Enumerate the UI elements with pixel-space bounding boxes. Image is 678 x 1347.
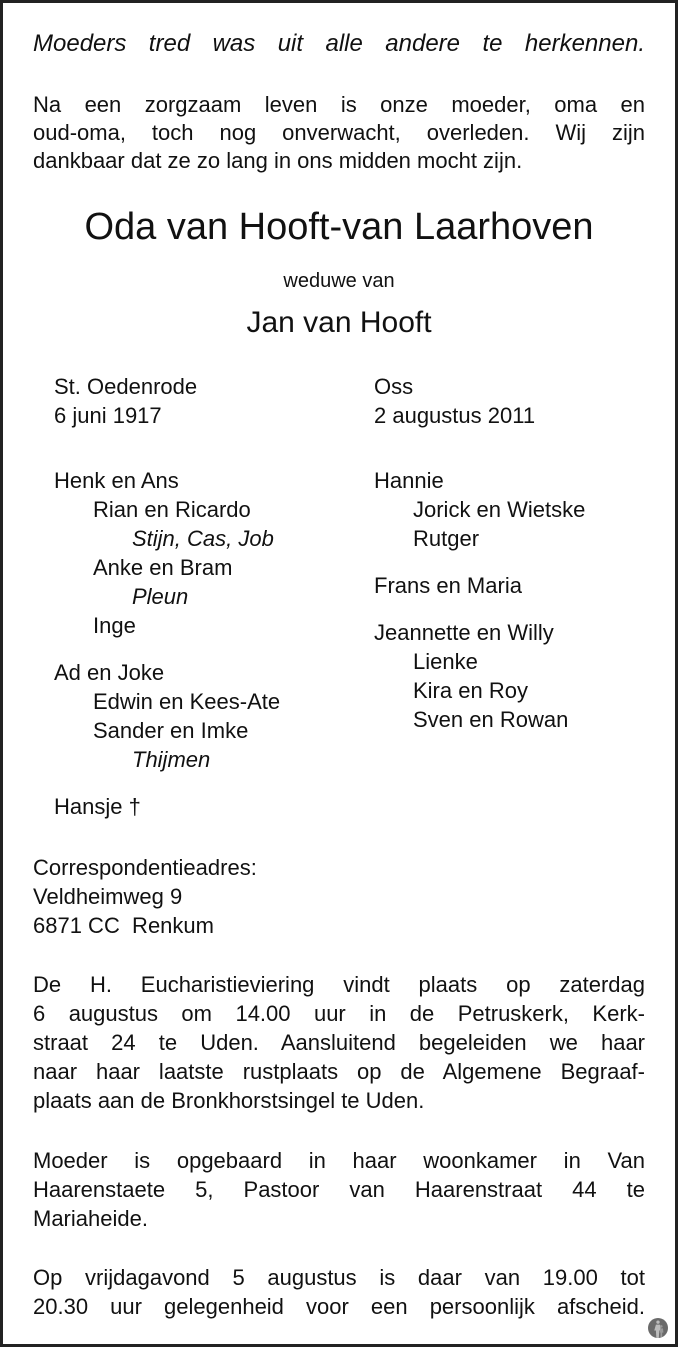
motto: Moeders tred was uit alle andere te herkennen. [33, 30, 645, 57]
family-member: Sander en Imke [93, 718, 249, 743]
correspondence-street: Veldheimweg 9 [33, 884, 183, 909]
family-member: Stijn, Cas, Job [132, 526, 274, 551]
family-member: Thijmen [132, 747, 211, 772]
family-member: Rutger [413, 526, 480, 551]
family-member: Rian en Ricardo [93, 497, 251, 522]
family-member: Sven en Rowan [413, 707, 569, 732]
family-member: Henk en Ans [54, 468, 179, 493]
spouse-name: Jan van Hooft [246, 306, 432, 339]
service-line: naar haar laatste rustplaats op de Algemene Begraaf- [33, 1059, 645, 1084]
service-line: straat 24 te Uden. Aansluitend begeleiden we haar [33, 1030, 645, 1055]
birth-place: St. Oedenrode [54, 374, 198, 399]
death-place: Oss [374, 374, 414, 399]
intro-paragraph [33, 91, 645, 175]
family-member: Hansje † [54, 794, 141, 819]
intro-line: dankbaar dat ze zo lang in ons midden mocht zijn. [33, 148, 523, 173]
service-paragraph [33, 970, 645, 1115]
family-member: Pleun [132, 584, 189, 609]
family-member: Anke en Bram [93, 555, 233, 580]
family-member: Kira en Roy [413, 678, 528, 703]
visitation-line: Op vrijdagavond 5 augustus is daar van 19.00 tot [33, 1265, 645, 1290]
service-line: 6 augustus om 14.00 uur in de Petruskerk, Kerk- [33, 1001, 645, 1026]
family-member: Jeannette en Willy [374, 620, 554, 645]
family-member: Jorick en Wietske [413, 497, 586, 522]
intro-line: Na een zorgzaam leven is onze moeder, oma en [33, 92, 645, 117]
family-member: Edwin en Kees-Ate [93, 689, 281, 714]
widow-of-label: weduwe van [283, 270, 395, 292]
family-member: Ad en Joke [54, 660, 165, 685]
laid-out-line: Haarenstaete 5, Pastoor van Haarenstraat 44 te [33, 1177, 645, 1202]
family-member: Inge [93, 613, 136, 638]
correspondence-label: Correspondentieadres: [33, 855, 257, 880]
laid-out-line: Mariaheide. [33, 1206, 148, 1231]
visitation-paragraph [33, 1263, 645, 1321]
correspondence-city: 6871 CC Renkum [33, 913, 214, 938]
laid-out-paragraph [33, 1146, 645, 1233]
service-line: plaats aan de Bronkhorstsingel te Uden. [33, 1088, 425, 1113]
death-date: 2 augustus 2011 [374, 403, 536, 428]
visitation-line: 20.30 uur gelegenheid voor een persoonlijk afscheid. [33, 1294, 645, 1319]
family-member: Frans en Maria [374, 573, 522, 598]
laid-out-line: Moeder is opgebaard in haar woonkamer in Van [33, 1148, 645, 1173]
deceased-name: Oda van Hooft-van Laarhoven [84, 206, 594, 248]
family-member: Lienke [413, 649, 478, 674]
figures-logo-icon [648, 1318, 668, 1338]
service-line: De H. Eucharistieviering vindt plaats op zaterdag [33, 972, 645, 997]
family-member: Hannie [374, 468, 444, 493]
birth-date: 6 juni 1917 [54, 403, 162, 428]
intro-line: oud-oma, toch nog onverwacht, overleden. Wij zijn [33, 120, 645, 145]
